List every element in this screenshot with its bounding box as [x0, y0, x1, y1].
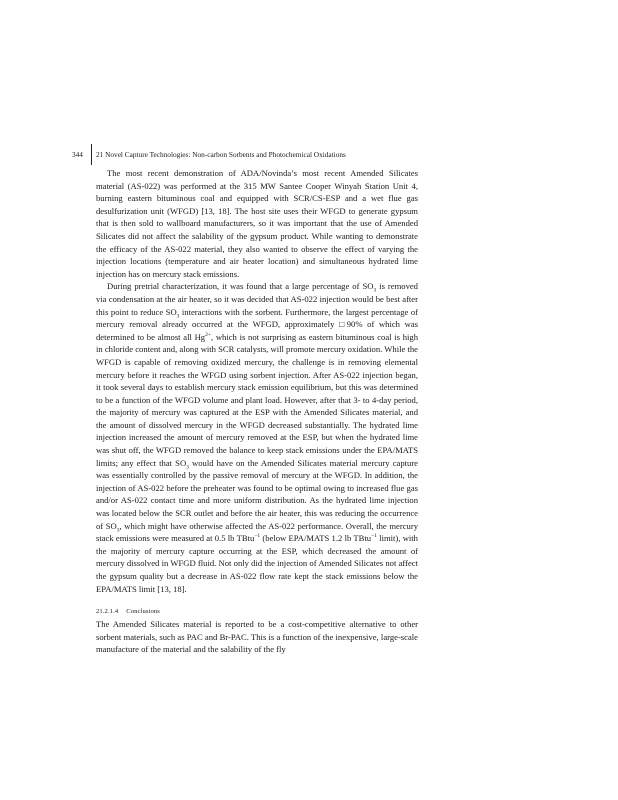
paragraph-winyah-demonstration: The most recent demonstration of ADA/Novinda’s most recent Amended Silicates material (AS-022) was performed at the 315 MW Santee Cooper Winyah Station Unit 4, burning eastern bituminous coal and equipped with SCR/CS-ESP and a wet flue gas desulfurization unit (WFGD) [13, 18]. The host site uses their WFGD to generate gypsum that is then sold to wallboard manufacturers, so it was important that the use of Amended Silicates did not affect the salability of the gypsum product. While wanting to demonstrate the efficacy of the AS-022 material, they also wanted to observe the effect of varying the injection locations (temperature and air heater location) and simultaneous hydrated lime injection has on mercury stack emissions. — [96, 168, 418, 279]
approx-symbol: □ — [339, 319, 347, 330]
chapter-title: 21 Novel Capture Technologies: Non-carbon Sorbents and Photochemical Oxidations — [96, 150, 346, 159]
paragraph-conclusions: The Amended Silicates material is reported to be a cost-competitive alternative to other sorbent materials, such as PAC and Br-PAC. This is a function of the inexpensive, large-scale manufacture of the material and the salability of the fly — [96, 619, 418, 655]
section-title: Conclusions — [126, 608, 160, 616]
section-number: 21.2.1.4 — [96, 608, 119, 616]
body-text — [96, 167, 418, 656]
running-head-rule — [91, 144, 92, 165]
paragraph-pretrial-characterization: During pretrial characterization, it was found that a large percentage of $SO_3$ is removed via condensation at the air heater, so it was decided that AS-022 injection would be best after this point to reduce $SO_3$ interactions with the sorbent. Furthermore, the largest percentage of mercury removal already occurred at the WFGD, approximately □90% of which was determined to be almost all $Hg^{2+}$, which is not surprising as eastern bituminous coal is high in chloride content and, along with SCR catalysts, will promote mercury oxidation. While the WFGD is capable of removing oxidized mercury, the challenge is in removing elemental mercury before it reaches the WFGD using sorbent injection. After AS-022 injection began, it took several days to establish mercury stack emission equilibrium, but this was determined to be a function of the WFGD volume and plant load. However, after that 3- to 4-day period, the majority of mercury was captured at the ESP with the Amended Silicates material, and the amount of dissolved mercury in the WFGD decreased substantially. The hydrated lime injection increased the amount of mercury removed at the ESP, but when the hydrated lime was shut off, the WFGD removed the balance to keep stack emissions under the EPA/MATS limits; any effect that $SO_3$ would have on the Amended Silicates material mercury capture was essentially controlled by the passive removal of mercury at the WFGD. In addition, the injection of AS-022 before the preheater was found to be optimal owing to increased flue gas and/or AS-022 contact time and more uniform distribution. As the hydrated lime injection was located below the SCR outlet and before the air heater, this was reducing the occurrence of $SO_3$, which might have otherwise affected the AS-022 performance. Overall, the mercury stack emissions were measured at 0.5 lb TBtu$^{-1}$ (below EPA/MATS 1.2 lb TBtu$^{-1}$ limit), with the majority of mercury capture occurring at the ESP, which decreased the amount of mercury dissolved in WFGD fluid. Not only did the injection of Amended Silicates not affect the gypsum quality but a decrease in AS-022 flow rate kept the stack emissions below the EPA/MATS limit [13, 18]. — [96, 281, 418, 594]
section-heading — [96, 606, 418, 618]
page-number: 344 — [72, 150, 83, 159]
running-head — [72, 148, 432, 162]
